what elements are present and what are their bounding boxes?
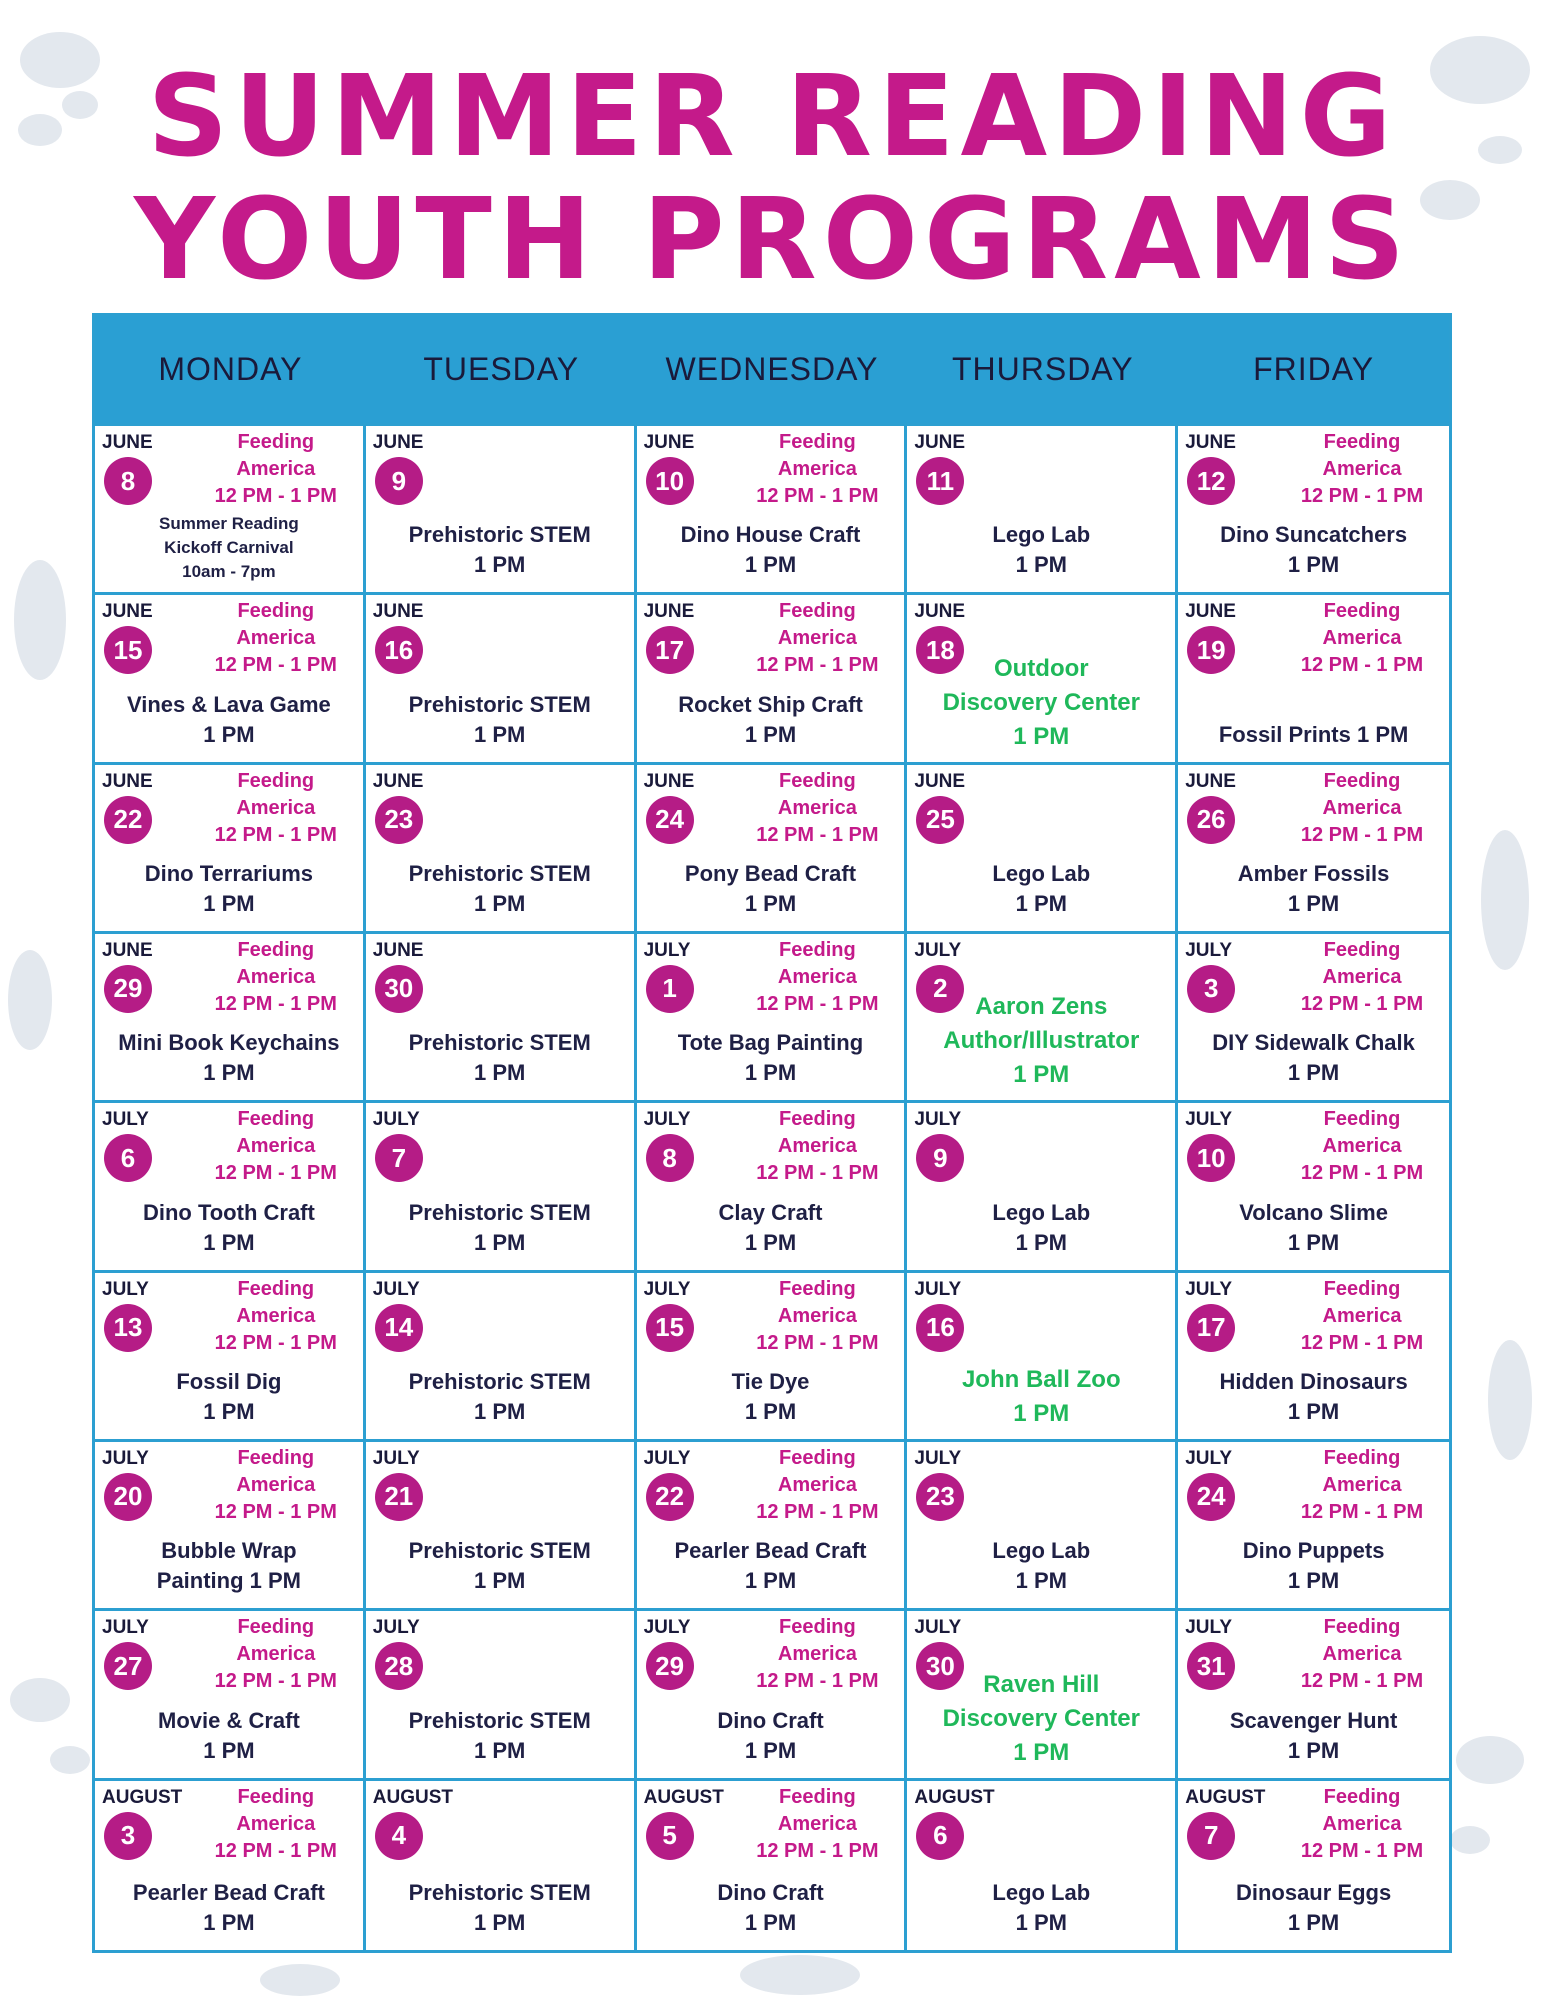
feeding-america-time: 12 PM - 1 PM <box>214 823 337 846</box>
feeding-america-note <box>201 1784 351 1865</box>
month-label: JULY <box>102 1109 149 1131</box>
event-text: Dino Suncatchers 1 PM <box>1220 522 1408 578</box>
event-text: Dino Terrariums 1 PM <box>144 860 314 916</box>
page-title-line-2: YOUTH PROGRAMS <box>134 175 1411 305</box>
calendar-day-cell <box>907 1781 1178 1950</box>
page-title-line-1: SUMMER READING <box>147 52 1398 182</box>
month-label: JULY <box>1185 1617 1233 1639</box>
event-text: Clay Craft 1 PM <box>718 1199 823 1255</box>
feeding-america-label: America <box>236 458 316 480</box>
special-event-text: Aaron Zens Author/Illustrator 1 PM <box>943 993 1140 1089</box>
calendar-day-cell <box>95 765 366 934</box>
month-label: JUNE <box>1185 432 1236 453</box>
month-label: JUNE <box>914 770 966 792</box>
feeding-america-time: 12 PM - 1 PM <box>756 1670 879 1693</box>
event-text: Fossil Prints 1 PM <box>1218 721 1409 747</box>
feeding-america-note <box>742 937 892 1018</box>
special-event-text: John Ball Zoo 1 PM <box>961 1365 1121 1427</box>
day-number-badge: 15 <box>104 626 152 674</box>
feeding-america-note <box>742 429 892 510</box>
feeding-america-label: Feeding <box>237 938 315 961</box>
feeding-america-label: America <box>777 458 857 480</box>
calendar-day-cell <box>1178 1103 1449 1272</box>
day-number-badge: 14 <box>375 1304 423 1352</box>
event-text: Lego Lab 1 PM <box>992 522 1091 578</box>
day-number-badge: 18 <box>916 626 964 674</box>
feeding-america-label: America <box>777 1473 857 1496</box>
event-text: Dino Tooth Craft 1 PM <box>142 1199 315 1255</box>
day-number-badge: 28 <box>375 1642 423 1690</box>
calendar-day-cell <box>907 426 1178 595</box>
feeding-america-note <box>201 598 351 679</box>
day-number-badge: 7 <box>375 1134 423 1182</box>
event-text: Dino Puppets 1 PM <box>1242 1538 1385 1594</box>
weekday-header-row <box>95 316 1449 426</box>
month-label: JUNE <box>102 939 153 961</box>
feeding-america-label: Feeding <box>1323 431 1401 453</box>
month-label: JULY <box>372 1278 420 1300</box>
calendar-day-cell <box>637 1273 908 1442</box>
day-number-badge: 31 <box>1187 1642 1235 1690</box>
calendar-day-cell <box>1178 1611 1449 1780</box>
month-label: AUGUST <box>102 1786 183 1808</box>
month-label: JULY <box>372 1109 420 1131</box>
event-text: Lego Lab 1 PM <box>992 1879 1091 1935</box>
event-text: Bubble Wrap Painting 1 PM <box>156 1538 302 1594</box>
weekday-header: THURSDAY <box>951 351 1134 387</box>
feeding-america-label: America <box>236 1473 316 1496</box>
calendar-day-cell <box>95 1781 366 1950</box>
feeding-america-label: Feeding <box>237 1616 315 1639</box>
month-label: JULY <box>1185 1447 1233 1469</box>
month-label: JUNE <box>372 770 424 792</box>
month-label: JUNE <box>372 432 424 453</box>
calendar-day-cell <box>907 765 1178 934</box>
calendar-day-cell <box>95 1273 366 1442</box>
calendar-grid <box>95 426 1449 1950</box>
feeding-america-note <box>201 768 351 849</box>
feeding-america-time: 12 PM - 1 PM <box>1300 1500 1424 1523</box>
program-calendar <box>92 313 1452 1953</box>
month-label: JULY <box>914 1617 962 1639</box>
month-label: JULY <box>643 1278 691 1300</box>
calendar-day-cell <box>637 426 908 595</box>
feeding-america-label: Feeding <box>1323 600 1401 623</box>
calendar-day-cell <box>366 1442 637 1611</box>
feeding-america-label: Feeding <box>779 1616 856 1639</box>
feeding-america-time: 12 PM - 1 PM <box>214 1500 337 1523</box>
feeding-america-label: America <box>236 1812 316 1835</box>
day-number-badge: 29 <box>104 965 152 1013</box>
feeding-america-time: 12 PM - 1 PM <box>756 992 879 1015</box>
event-text: Lego Lab 1 PM <box>992 1538 1091 1594</box>
day-number-badge: 19 <box>1187 626 1235 674</box>
event-text: Lego Lab 1 PM <box>992 860 1091 916</box>
day-number-badge: 24 <box>646 796 694 844</box>
feeding-america-label: Feeding <box>779 1446 856 1469</box>
feeding-america-time: 12 PM - 1 PM <box>756 823 879 846</box>
month-label: AUGUST <box>1185 1786 1266 1808</box>
day-number-badge: 27 <box>104 1642 152 1690</box>
day-number-badge: 23 <box>916 1473 964 1521</box>
event-text: Pearler Bead Craft 1 PM <box>674 1538 867 1594</box>
feeding-america-note <box>201 1614 351 1695</box>
month-label: AUGUST <box>914 1786 995 1808</box>
feeding-america-label: America <box>1322 965 1402 988</box>
calendar-day-cell <box>907 934 1178 1103</box>
feeding-america-label: America <box>236 796 316 819</box>
feeding-america-time: 12 PM - 1 PM <box>214 1162 337 1185</box>
feeding-america-note <box>1287 598 1437 679</box>
day-number-badge: 1 <box>646 965 694 1013</box>
feeding-america-label: Feeding <box>1323 1446 1401 1469</box>
feeding-america-time: 12 PM - 1 PM <box>1300 823 1424 846</box>
feeding-america-label: Feeding <box>779 1277 856 1300</box>
month-label: JUNE <box>372 939 424 961</box>
calendar-day-cell <box>95 1611 366 1780</box>
feeding-america-label: Feeding <box>237 431 315 453</box>
feeding-america-label: Feeding <box>237 1785 315 1808</box>
calendar-day-cell <box>1178 1273 1449 1442</box>
feeding-america-note <box>1287 1445 1437 1526</box>
event-text: Rocket Ship Craft 1 PM <box>678 691 863 747</box>
month-label: JUNE <box>914 432 966 453</box>
calendar-day-cell <box>366 934 637 1103</box>
feeding-america-note <box>201 1106 351 1187</box>
weekday-header: MONDAY <box>158 351 303 387</box>
month-label: JULY <box>1185 1278 1233 1300</box>
feeding-america-time: 12 PM - 1 PM <box>756 485 879 507</box>
day-number-badge: 9 <box>375 457 423 505</box>
feeding-america-label: Feeding <box>1323 1277 1401 1300</box>
feeding-america-label: America <box>1322 1135 1402 1158</box>
feeding-america-label: America <box>1322 1812 1402 1835</box>
calendar-day-cell <box>637 765 908 934</box>
event-text: Dino Craft 1 PM <box>717 1707 824 1763</box>
feeding-america-note <box>201 429 351 510</box>
feeding-america-label: America <box>1322 1643 1402 1666</box>
event-text: Dino Craft 1 PM <box>717 1879 824 1935</box>
month-label: JUNE <box>643 601 695 623</box>
event-text: Amber Fossils 1 PM <box>1237 860 1390 916</box>
day-number-badge: 20 <box>104 1473 152 1521</box>
calendar-day-cell <box>1178 1781 1449 1950</box>
event-text: Prehistoric STEM 1 PM <box>408 1538 591 1594</box>
day-number-badge: 24 <box>1187 1473 1235 1521</box>
feeding-america-note <box>742 1106 892 1187</box>
day-number-badge: 11 <box>916 457 964 505</box>
day-number-badge: 9 <box>916 1134 964 1182</box>
feeding-america-label: America <box>777 1304 857 1327</box>
feeding-america-label: Feeding <box>1323 1616 1401 1639</box>
special-event-text: Raven Hill Discovery Center 1 PM <box>942 1670 1140 1766</box>
month-label: JULY <box>914 939 962 961</box>
feeding-america-time: 12 PM - 1 PM <box>1300 1331 1424 1354</box>
day-number-badge: 22 <box>646 1473 694 1521</box>
feeding-america-label: America <box>777 1812 857 1835</box>
feeding-america-time: 12 PM - 1 PM <box>1300 1839 1424 1862</box>
event-text: Movie & Craft 1 PM <box>158 1707 300 1763</box>
calendar-day-cell <box>366 1781 637 1950</box>
month-label: JUNE <box>102 601 153 623</box>
feeding-america-note <box>742 598 892 679</box>
month-label: JULY <box>372 1447 420 1469</box>
day-number-badge: 6 <box>104 1134 152 1182</box>
feeding-america-note <box>742 768 892 849</box>
event-text: Vines & Lava Game 1 PM <box>126 691 331 747</box>
feeding-america-label: Feeding <box>779 1108 856 1131</box>
feeding-america-time: 12 PM - 1 PM <box>214 1839 337 1862</box>
feeding-america-label: Feeding <box>779 1785 856 1808</box>
weekday-header: FRIDAY <box>1253 351 1375 387</box>
event-text: Pony Bead Craft 1 PM <box>684 860 857 916</box>
month-label: JUNE <box>643 770 695 792</box>
calendar-day-cell <box>366 765 637 934</box>
feeding-america-note <box>742 1445 892 1526</box>
month-label: JUNE <box>1185 770 1236 792</box>
feeding-america-label: Feeding <box>1323 1108 1401 1131</box>
feeding-america-note <box>742 1614 892 1695</box>
special-event-text: Outdoor Discovery Center 1 PM <box>942 654 1140 750</box>
event-text: Prehistoric STEM 1 PM <box>408 860 591 916</box>
event-text: Tote Bag Painting 1 PM <box>677 1030 864 1086</box>
feeding-america-label: Feeding <box>1323 1785 1401 1808</box>
month-label: JULY <box>1185 939 1233 961</box>
feeding-america-time: 12 PM - 1 PM <box>1300 485 1424 507</box>
feeding-america-time: 12 PM - 1 PM <box>1300 1162 1424 1185</box>
feeding-america-label: Feeding <box>1323 769 1401 792</box>
day-number-badge: 13 <box>104 1304 152 1352</box>
month-label: JULY <box>1185 1109 1233 1131</box>
event-text: Pearler Bead Craft 1 PM <box>132 1879 325 1935</box>
event-text: Summer Reading Kickoff Carnival 10am - 7pm <box>158 514 299 582</box>
event-text: Prehistoric STEM 1 PM <box>408 691 591 747</box>
month-label: JULY <box>914 1109 962 1131</box>
day-number-badge: 8 <box>646 1134 694 1182</box>
event-text: Prehistoric STEM 1 PM <box>408 1368 591 1424</box>
feeding-america-label: America <box>236 627 316 650</box>
calendar-day-cell <box>95 595 366 764</box>
feeding-america-note <box>1287 768 1437 849</box>
month-label: JULY <box>102 1447 149 1469</box>
feeding-america-label: America <box>236 1304 316 1327</box>
feeding-america-note <box>742 1276 892 1357</box>
feeding-america-label: Feeding <box>237 1446 315 1469</box>
calendar-day-cell <box>366 1611 637 1780</box>
calendar-day-cell <box>1178 426 1449 595</box>
feeding-america-label: America <box>777 1643 857 1666</box>
calendar-day-cell <box>907 595 1178 764</box>
event-text: Hidden Dinosaurs 1 PM <box>1219 1368 1408 1424</box>
calendar-day-cell <box>637 1103 908 1272</box>
feeding-america-note <box>1287 429 1437 510</box>
calendar-day-cell <box>366 426 637 595</box>
calendar-day-cell <box>637 1781 908 1950</box>
month-label: AUGUST <box>643 1786 724 1808</box>
event-text: Mini Book Keychains 1 PM <box>118 1030 340 1086</box>
day-number-badge: 4 <box>375 1812 423 1860</box>
feeding-america-label: Feeding <box>779 769 856 792</box>
calendar-day-cell <box>637 934 908 1103</box>
month-label: JUNE <box>102 432 153 453</box>
feeding-america-time: 12 PM - 1 PM <box>1300 992 1424 1015</box>
feeding-america-time: 12 PM - 1 PM <box>1300 654 1424 677</box>
day-number-badge: 22 <box>104 796 152 844</box>
month-label: JULY <box>643 1447 691 1469</box>
month-label: JULY <box>372 1617 420 1639</box>
calendar-day-cell <box>907 1273 1178 1442</box>
feeding-america-label: Feeding <box>1323 938 1401 961</box>
feeding-america-label: America <box>777 796 857 819</box>
calendar-day-cell <box>366 1273 637 1442</box>
month-label: JULY <box>643 1109 691 1131</box>
event-text: DIY Sidewalk Chalk 1 PM <box>1212 1030 1415 1086</box>
feeding-america-label: America <box>777 627 857 650</box>
event-text: Prehistoric STEM 1 PM <box>408 522 591 578</box>
feeding-america-label: America <box>236 965 316 988</box>
feeding-america-note <box>201 1276 351 1357</box>
event-text: Prehistoric STEM 1 PM <box>408 1030 591 1086</box>
event-text: Volcano Slime 1 PM <box>1239 1199 1388 1255</box>
month-label: AUGUST <box>372 1786 454 1808</box>
month-label: JUNE <box>1185 601 1236 623</box>
feeding-america-time: 12 PM - 1 PM <box>1300 1670 1424 1693</box>
day-number-badge: 25 <box>916 796 964 844</box>
event-text: Tie Dye 1 PM <box>731 1368 810 1424</box>
day-number-badge: 23 <box>375 796 423 844</box>
feeding-america-time: 12 PM - 1 PM <box>214 485 337 507</box>
feeding-america-note <box>1287 1614 1437 1695</box>
feeding-america-time: 12 PM - 1 PM <box>756 654 879 677</box>
feeding-america-note <box>201 937 351 1018</box>
day-number-badge: 2 <box>916 965 964 1013</box>
calendar-day-cell <box>1178 765 1449 934</box>
feeding-america-label: Feeding <box>779 600 856 623</box>
month-label: JULY <box>643 1617 691 1639</box>
feeding-america-time: 12 PM - 1 PM <box>756 1500 879 1523</box>
calendar-day-cell <box>1178 595 1449 764</box>
month-label: JULY <box>102 1278 149 1300</box>
day-number-badge: 10 <box>1187 1134 1235 1182</box>
month-label: JULY <box>914 1278 962 1300</box>
day-number-badge: 8 <box>104 457 152 505</box>
calendar-day-cell <box>907 1103 1178 1272</box>
feeding-america-label: Feeding <box>237 1108 315 1131</box>
calendar-day-cell <box>95 1103 366 1272</box>
calendar-day-cell <box>637 1611 908 1780</box>
event-text: Fossil Dig 1 PM <box>176 1368 282 1424</box>
day-number-badge: 3 <box>104 1812 152 1860</box>
feeding-america-time: 12 PM - 1 PM <box>214 1331 337 1354</box>
event-text: Prehistoric STEM 1 PM <box>408 1879 591 1935</box>
month-label: JULY <box>914 1447 962 1469</box>
day-number-badge: 5 <box>646 1812 694 1860</box>
calendar-day-cell <box>907 1442 1178 1611</box>
feeding-america-note <box>1287 937 1437 1018</box>
weekday-header: TUESDAY <box>423 351 580 387</box>
feeding-america-time: 12 PM - 1 PM <box>756 1162 879 1185</box>
month-label: JULY <box>643 939 691 961</box>
feeding-america-note <box>742 1784 892 1865</box>
feeding-america-label: America <box>777 965 857 988</box>
day-number-badge: 17 <box>646 626 694 674</box>
feeding-america-note <box>1287 1784 1437 1865</box>
feeding-america-label: America <box>1322 627 1402 650</box>
day-number-badge: 29 <box>646 1642 694 1690</box>
feeding-america-time: 12 PM - 1 PM <box>214 1670 337 1693</box>
event-text: Prehistoric STEM 1 PM <box>408 1199 591 1255</box>
calendar-day-cell <box>637 595 908 764</box>
day-number-badge: 30 <box>916 1642 964 1690</box>
feeding-america-label: America <box>1322 1304 1402 1327</box>
day-number-badge: 6 <box>916 1812 964 1860</box>
event-text: Dino House Craft 1 PM <box>680 522 861 578</box>
feeding-america-note <box>1287 1106 1437 1187</box>
calendar-day-cell <box>1178 1442 1449 1611</box>
feeding-america-label: Feeding <box>779 938 856 961</box>
feeding-america-label: America <box>1322 458 1402 480</box>
feeding-america-note <box>1287 1276 1437 1357</box>
feeding-america-label: America <box>236 1135 316 1158</box>
day-number-badge: 21 <box>375 1473 423 1521</box>
feeding-america-label: Feeding <box>237 1277 315 1300</box>
calendar-day-cell <box>95 426 366 595</box>
day-number-badge: 15 <box>646 1304 694 1352</box>
day-number-badge: 12 <box>1187 457 1235 505</box>
calendar-day-cell <box>366 1103 637 1272</box>
month-label: JUNE <box>914 601 966 623</box>
day-number-badge: 17 <box>1187 1304 1235 1352</box>
feeding-america-label: Feeding <box>237 769 315 792</box>
feeding-america-time: 12 PM - 1 PM <box>214 654 337 677</box>
day-number-badge: 7 <box>1187 1812 1235 1860</box>
calendar-day-cell <box>95 934 366 1103</box>
weekday-header: WEDNESDAY <box>665 351 879 387</box>
month-label: JUNE <box>102 770 153 792</box>
month-label: JUNE <box>643 432 695 453</box>
calendar-day-cell <box>907 1611 1178 1780</box>
feeding-america-time: 12 PM - 1 PM <box>214 992 337 1015</box>
feeding-america-label: America <box>1322 796 1402 819</box>
feeding-america-time: 12 PM - 1 PM <box>756 1839 879 1862</box>
feeding-america-note <box>201 1445 351 1526</box>
feeding-america-label: America <box>236 1643 316 1666</box>
day-number-badge: 3 <box>1187 965 1235 1013</box>
calendar-day-cell <box>1178 934 1449 1103</box>
day-number-badge: 26 <box>1187 796 1235 844</box>
calendar-day-cell <box>637 1442 908 1611</box>
event-text: Lego Lab 1 PM <box>992 1199 1091 1255</box>
day-number-badge: 30 <box>375 965 423 1013</box>
day-number-badge: 10 <box>646 457 694 505</box>
calendar-day-cell <box>366 595 637 764</box>
event-text: Prehistoric STEM 1 PM <box>408 1707 591 1763</box>
feeding-america-label: America <box>777 1135 857 1158</box>
month-label: JUNE <box>372 601 424 623</box>
feeding-america-label: Feeding <box>237 600 315 623</box>
calendar-day-cell <box>95 1442 366 1611</box>
day-number-badge: 16 <box>916 1304 964 1352</box>
feeding-america-label: Feeding <box>779 431 856 453</box>
feeding-america-label: America <box>1322 1473 1402 1496</box>
event-text: Dinosaur Eggs 1 PM <box>1235 1879 1392 1935</box>
event-text: Scavenger Hunt 1 PM <box>1229 1707 1398 1763</box>
day-number-badge: 16 <box>375 626 423 674</box>
month-label: JULY <box>102 1617 149 1639</box>
feeding-america-time: 12 PM - 1 PM <box>756 1331 879 1354</box>
